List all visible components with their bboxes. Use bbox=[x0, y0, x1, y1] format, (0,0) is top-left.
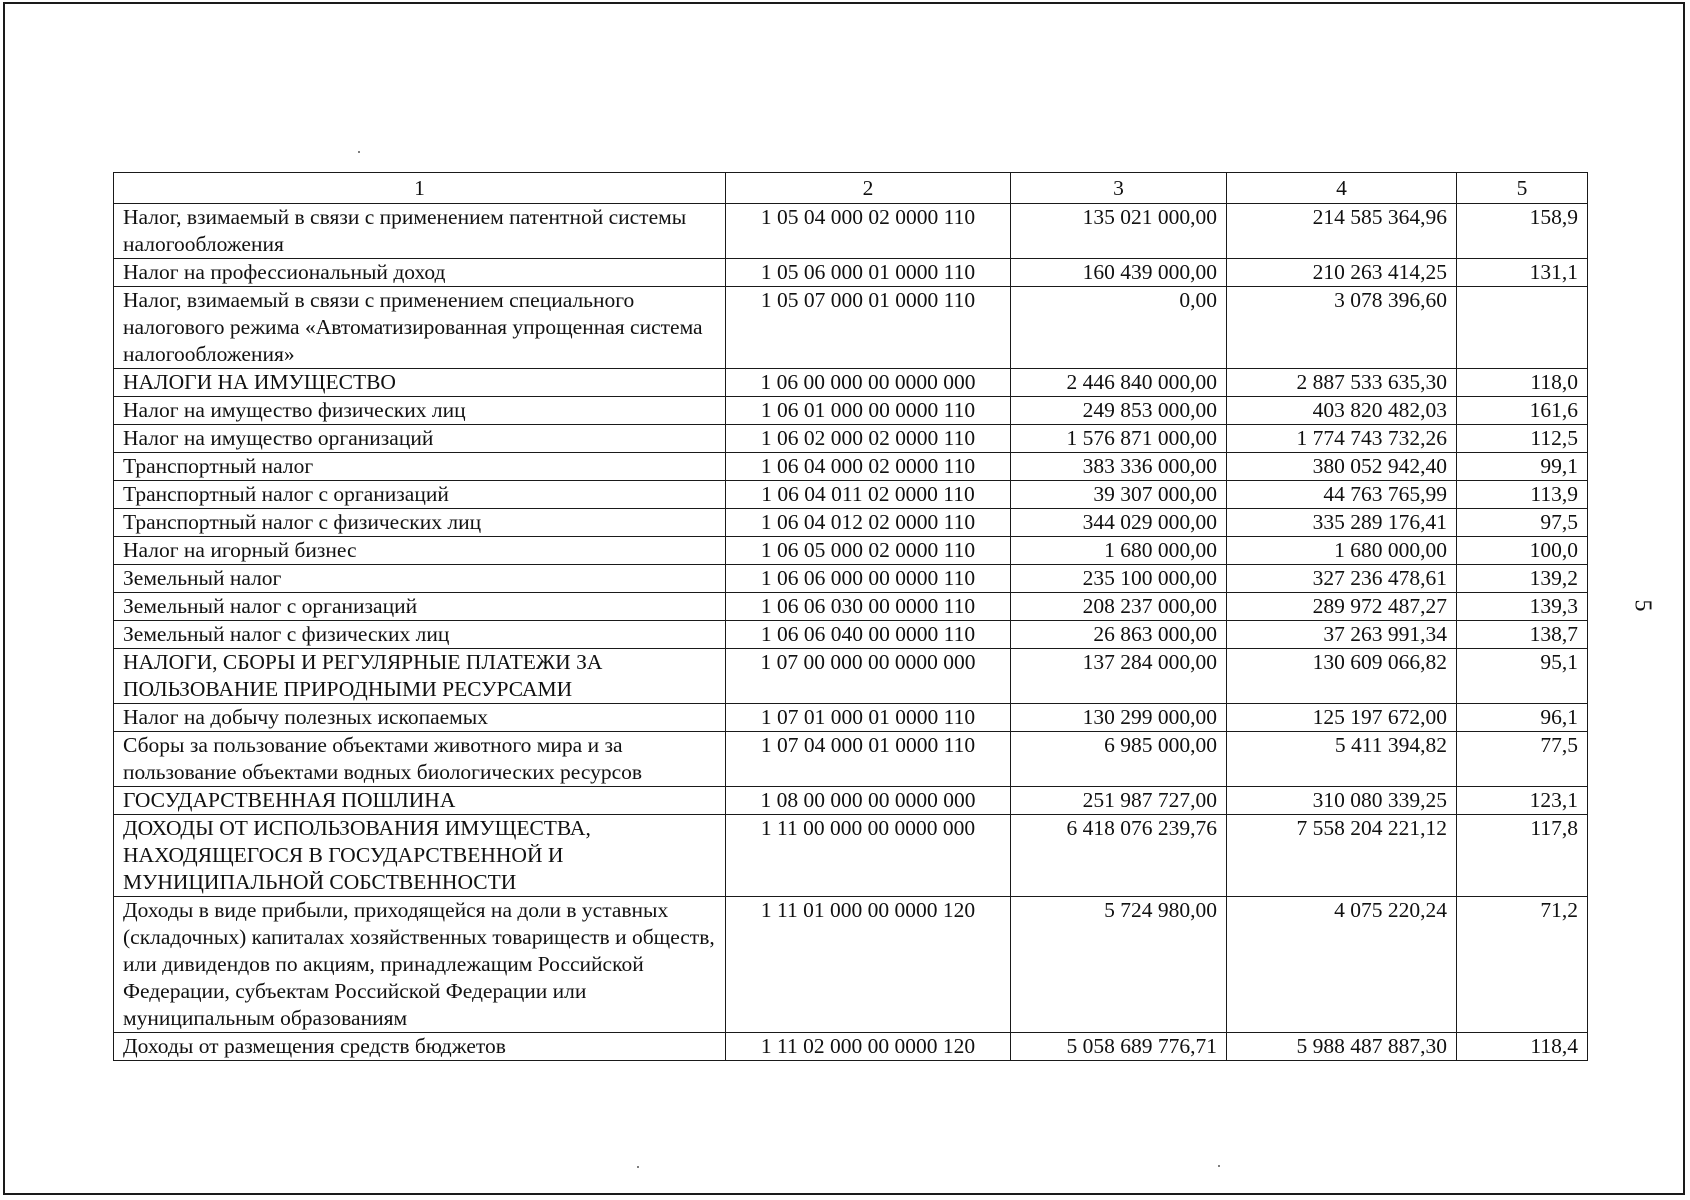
row-plan-cell: 5 724 980,00 bbox=[1011, 897, 1227, 1033]
table-row bbox=[114, 537, 1588, 565]
row-code-cell: 1 06 02 000 02 0000 110 bbox=[726, 425, 1011, 453]
row-percent-cell: 100,0 bbox=[1457, 537, 1588, 565]
table-row bbox=[114, 369, 1588, 397]
row-percent-cell: 112,5 bbox=[1457, 425, 1588, 453]
row-name-cell: НАЛОГИ, СБОРЫ И РЕГУЛЯРНЫЕ ПЛАТЕЖИ ЗА ПОЛЬЗОВАНИЕ ПРИРОДНЫМИ РЕСУРСАМИ bbox=[114, 649, 726, 704]
column-number-cell: 1 bbox=[114, 173, 726, 204]
row-percent-cell: 123,1 bbox=[1457, 787, 1588, 815]
table-row bbox=[114, 1033, 1588, 1061]
row-percent-cell: 71,2 bbox=[1457, 897, 1588, 1033]
row-percent-cell: 139,2 bbox=[1457, 565, 1588, 593]
row-code-cell: 1 11 02 000 00 0000 120 bbox=[726, 1033, 1011, 1061]
row-code-cell: 1 06 04 000 02 0000 110 bbox=[726, 453, 1011, 481]
row-name-cell: Земельный налог с физических лиц bbox=[114, 621, 726, 649]
row-code-cell: 1 06 01 000 00 0000 110 bbox=[726, 397, 1011, 425]
scan-speck bbox=[1218, 1165, 1220, 1167]
row-actual-cell: 5 411 394,82 bbox=[1227, 732, 1457, 787]
row-percent-cell: 158,9 bbox=[1457, 204, 1588, 259]
row-actual-cell: 310 080 339,25 bbox=[1227, 787, 1457, 815]
row-actual-cell: 1 774 743 732,26 bbox=[1227, 425, 1457, 453]
row-code-cell: 1 07 04 000 01 0000 110 bbox=[726, 732, 1011, 787]
row-plan-cell: 2 446 840 000,00 bbox=[1011, 369, 1227, 397]
row-actual-cell: 125 197 672,00 bbox=[1227, 704, 1457, 732]
table-row bbox=[114, 621, 1588, 649]
row-name-cell: Налог, взимаемый в связи с применением специального налогового режима «Автоматизированная упрощенная система налогообложения» bbox=[114, 287, 726, 369]
row-actual-cell: 7 558 204 221,12 bbox=[1227, 815, 1457, 897]
row-code-cell: 1 05 04 000 02 0000 110 bbox=[726, 204, 1011, 259]
row-percent-cell: 161,6 bbox=[1457, 397, 1588, 425]
table-body bbox=[114, 204, 1588, 1061]
row-plan-cell: 135 021 000,00 bbox=[1011, 204, 1227, 259]
row-code-cell: 1 06 00 000 00 0000 000 bbox=[726, 369, 1011, 397]
row-name-cell: Доходы в виде прибыли, приходящейся на доли в уставных (складочных) капиталах хозяйственных товариществ и обществ, или дивидендов по акциям, принадлежащим Российской Федерации, субъектам Российской Федерации или муниципальным образованиям bbox=[114, 897, 726, 1033]
row-percent-cell: 117,8 bbox=[1457, 815, 1588, 897]
row-percent-cell: 113,9 bbox=[1457, 481, 1588, 509]
row-plan-cell: 344 029 000,00 bbox=[1011, 509, 1227, 537]
row-percent-cell: 99,1 bbox=[1457, 453, 1588, 481]
row-plan-cell: 0,00 bbox=[1011, 287, 1227, 369]
row-code-cell: 1 06 04 012 02 0000 110 bbox=[726, 509, 1011, 537]
row-plan-cell: 1 680 000,00 bbox=[1011, 537, 1227, 565]
row-name-cell: Транспортный налог с физических лиц bbox=[114, 509, 726, 537]
row-name-cell: Налог на имущество физических лиц bbox=[114, 397, 726, 425]
table-row bbox=[114, 897, 1588, 1033]
row-plan-cell: 251 987 727,00 bbox=[1011, 787, 1227, 815]
table-row bbox=[114, 259, 1588, 287]
row-code-cell: 1 07 00 000 00 0000 000 bbox=[726, 649, 1011, 704]
row-actual-cell: 2 887 533 635,30 bbox=[1227, 369, 1457, 397]
scan-speck bbox=[358, 151, 360, 153]
row-percent-cell: 118,4 bbox=[1457, 1033, 1588, 1061]
row-code-cell: 1 06 06 030 00 0000 110 bbox=[726, 593, 1011, 621]
row-code-cell: 1 06 06 000 00 0000 110 bbox=[726, 565, 1011, 593]
table-row bbox=[114, 649, 1588, 704]
row-plan-cell: 1 576 871 000,00 bbox=[1011, 425, 1227, 453]
revenue-table bbox=[113, 172, 1588, 1061]
column-number-row bbox=[114, 173, 1588, 204]
row-actual-cell: 210 263 414,25 bbox=[1227, 259, 1457, 287]
row-name-cell: Земельный налог bbox=[114, 565, 726, 593]
table-row bbox=[114, 204, 1588, 259]
row-name-cell: Налог на игорный бизнес bbox=[114, 537, 726, 565]
row-actual-cell: 5 988 487 887,30 bbox=[1227, 1033, 1457, 1061]
row-plan-cell: 137 284 000,00 bbox=[1011, 649, 1227, 704]
row-plan-cell: 6 985 000,00 bbox=[1011, 732, 1227, 787]
page-number: 5 bbox=[1629, 599, 1656, 612]
row-actual-cell: 130 609 066,82 bbox=[1227, 649, 1457, 704]
column-number-cell: 5 bbox=[1457, 173, 1588, 204]
row-actual-cell: 4 075 220,24 bbox=[1227, 897, 1457, 1033]
row-plan-cell: 208 237 000,00 bbox=[1011, 593, 1227, 621]
table-row bbox=[114, 565, 1588, 593]
row-code-cell: 1 11 01 000 00 0000 120 bbox=[726, 897, 1011, 1033]
table-row bbox=[114, 704, 1588, 732]
column-number-cell: 4 bbox=[1227, 173, 1457, 204]
row-plan-cell: 39 307 000,00 bbox=[1011, 481, 1227, 509]
row-plan-cell: 5 058 689 776,71 bbox=[1011, 1033, 1227, 1061]
row-name-cell: Налог на имущество организаций bbox=[114, 425, 726, 453]
table-row bbox=[114, 287, 1588, 369]
row-code-cell: 1 08 00 000 00 0000 000 bbox=[726, 787, 1011, 815]
table-row bbox=[114, 593, 1588, 621]
row-actual-cell: 214 585 364,96 bbox=[1227, 204, 1457, 259]
row-percent-cell: 77,5 bbox=[1457, 732, 1588, 787]
row-actual-cell: 289 972 487,27 bbox=[1227, 593, 1457, 621]
row-actual-cell: 335 289 176,41 bbox=[1227, 509, 1457, 537]
column-number-cell: 3 bbox=[1011, 173, 1227, 204]
row-actual-cell: 327 236 478,61 bbox=[1227, 565, 1457, 593]
row-name-cell: Налог на добычу полезных ископаемых bbox=[114, 704, 726, 732]
row-percent-cell: 118,0 bbox=[1457, 369, 1588, 397]
row-code-cell: 1 06 04 011 02 0000 110 bbox=[726, 481, 1011, 509]
row-actual-cell: 403 820 482,03 bbox=[1227, 397, 1457, 425]
row-plan-cell: 249 853 000,00 bbox=[1011, 397, 1227, 425]
row-code-cell: 1 07 01 000 01 0000 110 bbox=[726, 704, 1011, 732]
table-row bbox=[114, 397, 1588, 425]
row-percent-cell bbox=[1457, 287, 1588, 369]
row-name-cell: Земельный налог с организаций bbox=[114, 593, 726, 621]
table-row bbox=[114, 453, 1588, 481]
row-name-cell: Сборы за пользование объектами животного мира и за пользование объектами водных биологических ресурсов bbox=[114, 732, 726, 787]
table-row bbox=[114, 481, 1588, 509]
row-name-cell: Налог, взимаемый в связи с применением патентной системы налогообложения bbox=[114, 204, 726, 259]
row-percent-cell: 138,7 bbox=[1457, 621, 1588, 649]
row-percent-cell: 139,3 bbox=[1457, 593, 1588, 621]
row-name-cell: Транспортный налог bbox=[114, 453, 726, 481]
table-row bbox=[114, 732, 1588, 787]
row-code-cell: 1 06 05 000 02 0000 110 bbox=[726, 537, 1011, 565]
table-row bbox=[114, 787, 1588, 815]
row-percent-cell: 131,1 bbox=[1457, 259, 1588, 287]
row-code-cell: 1 06 06 040 00 0000 110 bbox=[726, 621, 1011, 649]
row-actual-cell: 44 763 765,99 bbox=[1227, 481, 1457, 509]
row-name-cell: Налог на профессиональный доход bbox=[114, 259, 726, 287]
row-plan-cell: 130 299 000,00 bbox=[1011, 704, 1227, 732]
row-percent-cell: 95,1 bbox=[1457, 649, 1588, 704]
row-percent-cell: 96,1 bbox=[1457, 704, 1588, 732]
row-name-cell: Доходы от размещения средств бюджетов bbox=[114, 1033, 726, 1061]
row-code-cell: 1 05 06 000 01 0000 110 bbox=[726, 259, 1011, 287]
row-code-cell: 1 11 00 000 00 0000 000 bbox=[726, 815, 1011, 897]
column-number-cell: 2 bbox=[726, 173, 1011, 204]
row-name-cell: НАЛОГИ НА ИМУЩЕСТВО bbox=[114, 369, 726, 397]
scan-speck bbox=[637, 1166, 639, 1168]
row-plan-cell: 26 863 000,00 bbox=[1011, 621, 1227, 649]
row-plan-cell: 383 336 000,00 bbox=[1011, 453, 1227, 481]
row-name-cell: ДОХОДЫ ОТ ИСПОЛЬЗОВАНИЯ ИМУЩЕСТВА, НАХОДЯЩЕГОСЯ В ГОСУДАРСТВЕННОЙ И МУНИЦИПАЛЬНОЙ СОБСТВЕННОСТИ bbox=[114, 815, 726, 897]
revenue-table-container bbox=[113, 172, 1587, 1061]
row-name-cell: ГОСУДАРСТВЕННАЯ ПОШЛИНА bbox=[114, 787, 726, 815]
row-plan-cell: 235 100 000,00 bbox=[1011, 565, 1227, 593]
row-name-cell: Транспортный налог с организаций bbox=[114, 481, 726, 509]
row-actual-cell: 3 078 396,60 bbox=[1227, 287, 1457, 369]
row-code-cell: 1 05 07 000 01 0000 110 bbox=[726, 287, 1011, 369]
table-row bbox=[114, 815, 1588, 897]
row-plan-cell: 160 439 000,00 bbox=[1011, 259, 1227, 287]
table-row bbox=[114, 509, 1588, 537]
row-plan-cell: 6 418 076 239,76 bbox=[1011, 815, 1227, 897]
row-actual-cell: 1 680 000,00 bbox=[1227, 537, 1457, 565]
row-actual-cell: 380 052 942,40 bbox=[1227, 453, 1457, 481]
table-row bbox=[114, 425, 1588, 453]
row-actual-cell: 37 263 991,34 bbox=[1227, 621, 1457, 649]
row-percent-cell: 97,5 bbox=[1457, 509, 1588, 537]
